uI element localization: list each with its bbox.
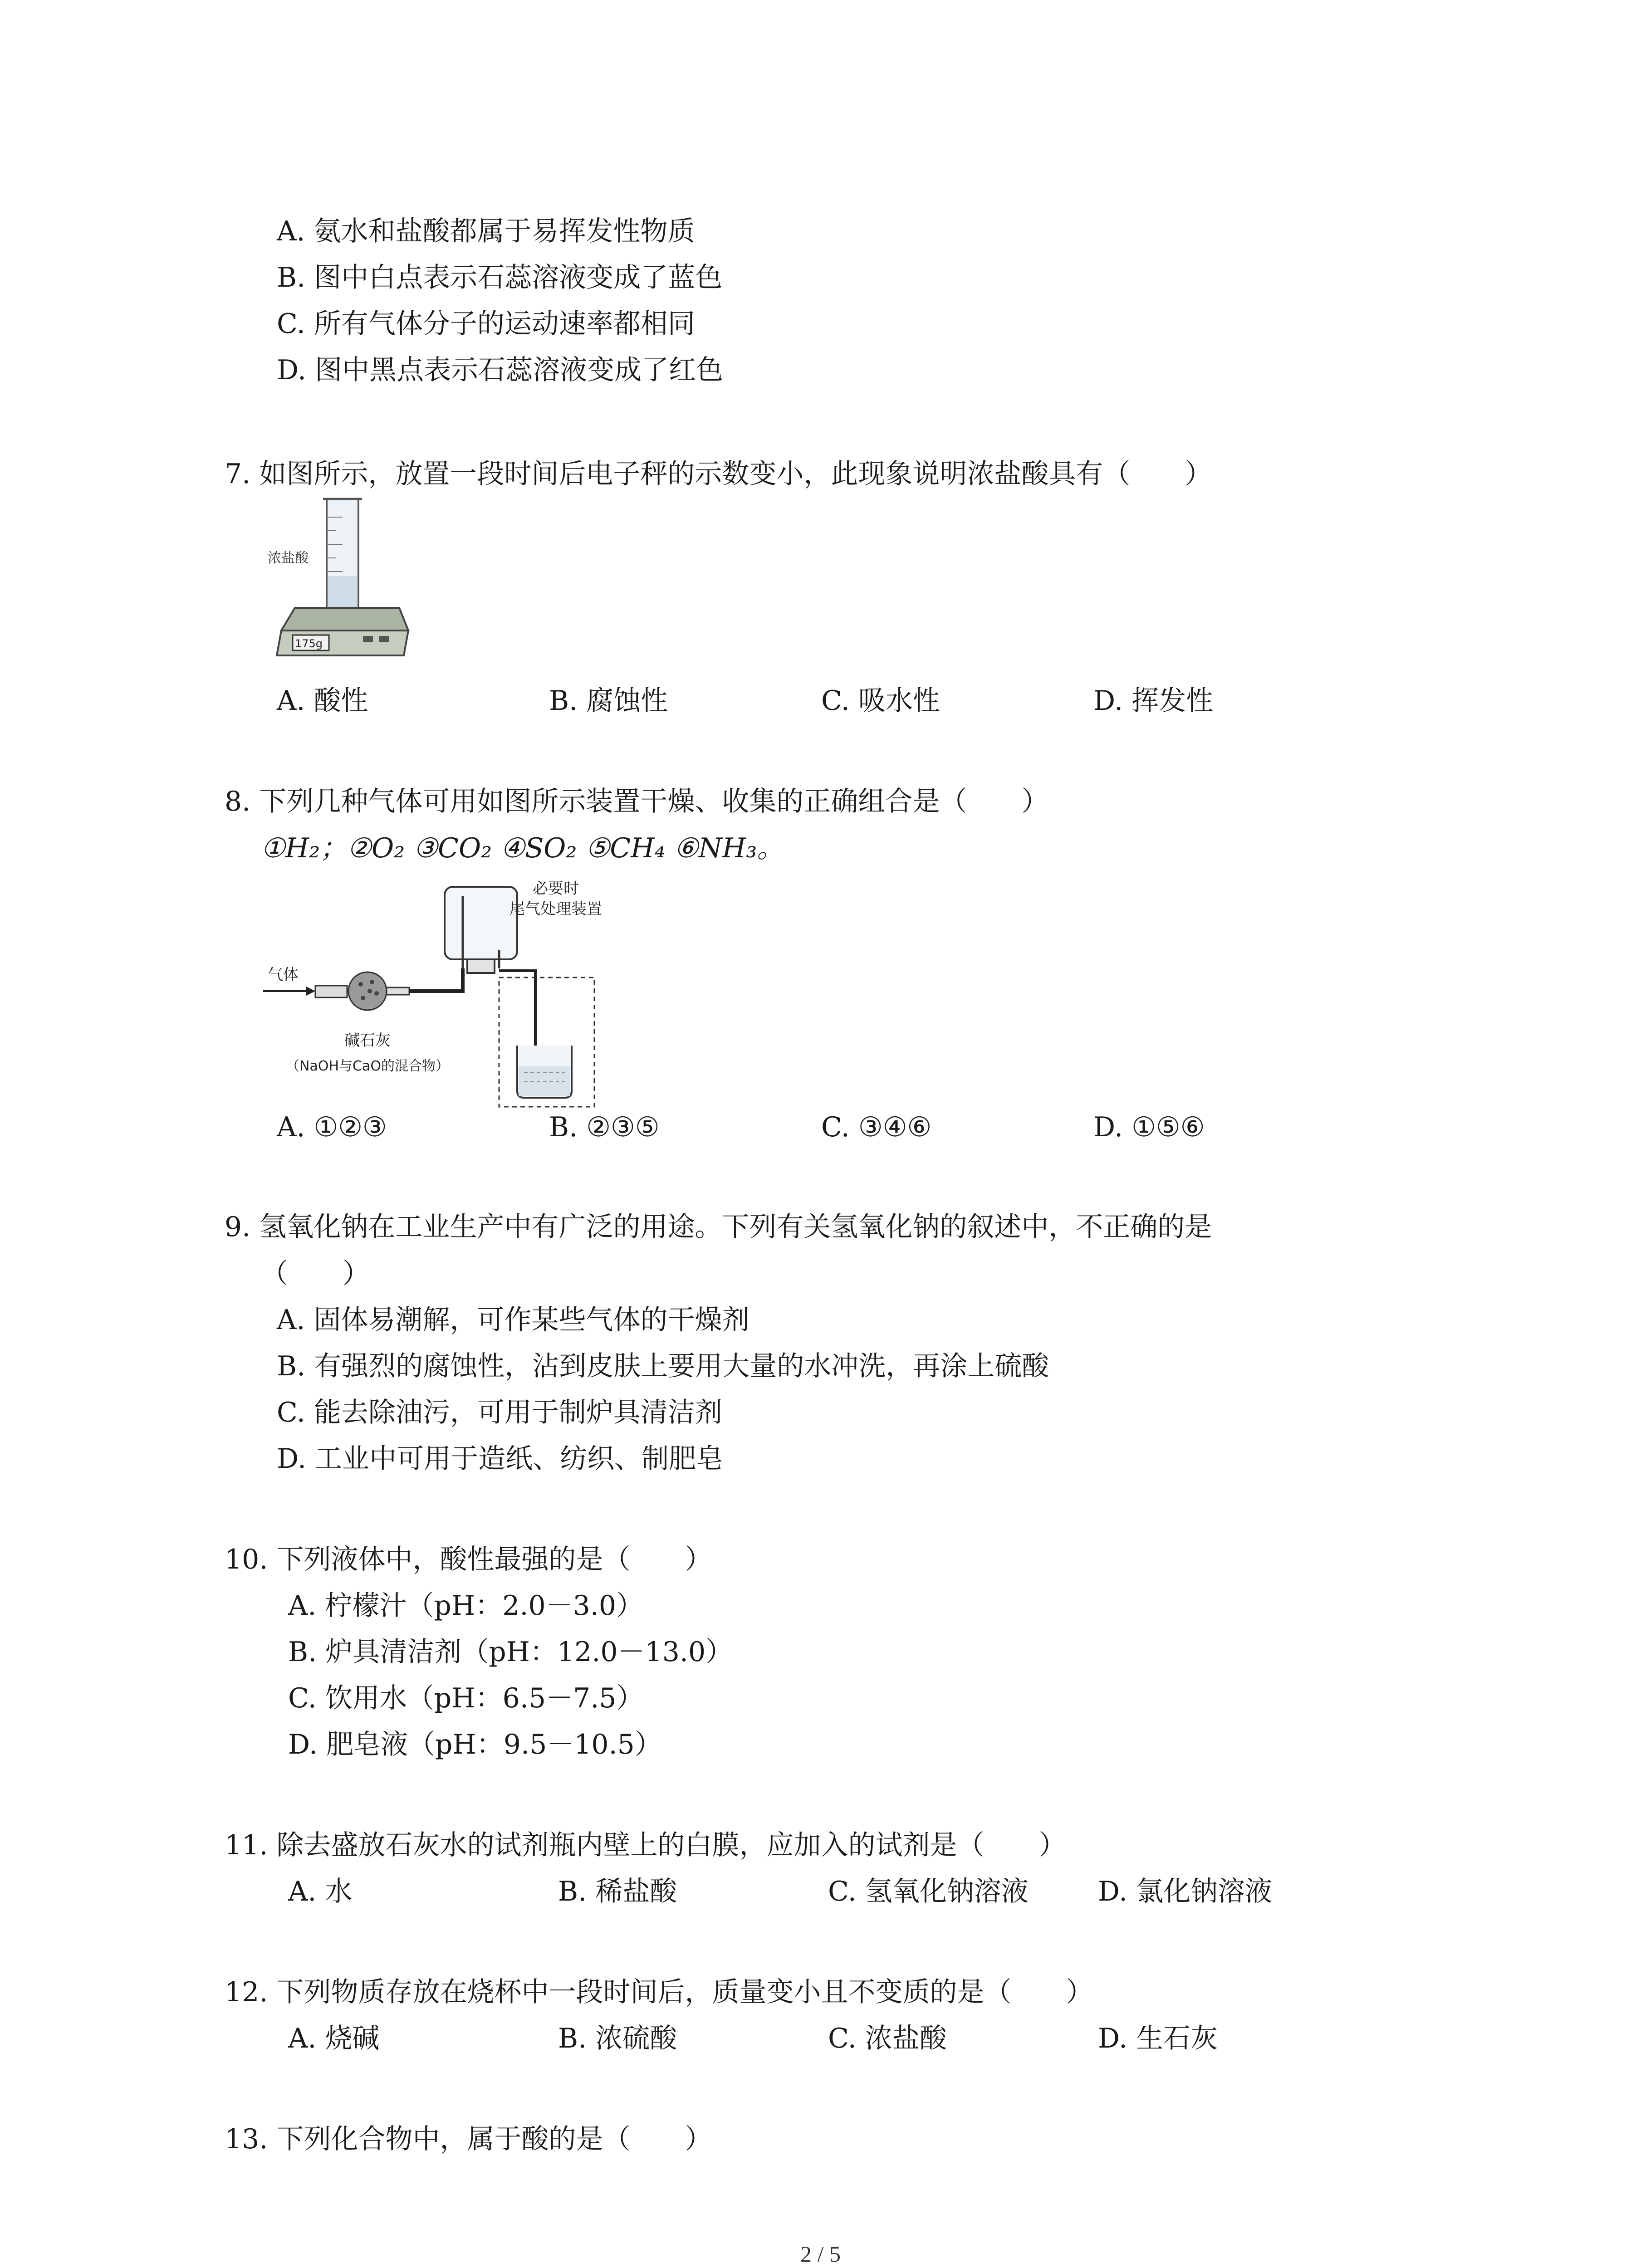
q9-stem: 9. 氢氧化钠在工业生产中有广泛的用途。下列有关氢氧化钠的叙述中，不正确的是 — [225, 1211, 1212, 1243]
q10-option-d: D. 肥皂液（pH：9.5－10.5） — [288, 1729, 662, 1760]
q8-absorbent-label: 碱石灰 — [344, 1031, 391, 1050]
q7-option-b: B. 腐蚀性 — [549, 685, 668, 717]
q6-option-c: C. 所有气体分子的运动速率都相同 — [277, 308, 695, 340]
q8-gases: ①H₂；②O₂ ③CO₂ ④SO₂ ⑤CH₄ ⑥NH₃。 — [261, 832, 784, 864]
q10-option-c: C. 饮用水（pH：6.5－7.5） — [288, 1682, 644, 1714]
q7-option-c: C. 吸水性 — [821, 685, 940, 717]
q6-option-b: B. 图中白点表示石蕊溶液变成了蓝色 — [277, 262, 723, 293]
q8-option-d: D. ①⑤⑥ — [1093, 1111, 1205, 1143]
q7-option-d: D. 挥发性 — [1093, 685, 1214, 717]
q9-option-a: A. 固体易潮解，可作某些气体的干燥剂 — [277, 1304, 749, 1336]
q6-option-a: A. 氨水和盐酸都属于易挥发性物质 — [277, 215, 695, 247]
q9-stem-cont: （ ） — [261, 1258, 370, 1290]
q7-scale-figure — [268, 494, 417, 662]
q12-option-a: A. 烧碱 — [288, 2023, 380, 2054]
q11-option-c: C. 氢氧化钠溶液 — [828, 1876, 1029, 1907]
q8-stem: 8. 下列几种气体可用如图所示装置干燥、收集的正确组合是（ ） — [225, 786, 1049, 817]
q8-tail-label-2: 尾气处理装置 — [509, 900, 602, 918]
q7-option-a: A. 酸性 — [277, 685, 368, 717]
q10-option-a: A. 柠檬汁（pH：2.0－3.0） — [288, 1590, 644, 1622]
q9-option-c: C. 能去除油污，可用于制炉具清洁剂 — [277, 1397, 722, 1428]
q8-option-b: B. ②③⑤ — [549, 1111, 660, 1143]
q8-gas-label: 气体 — [268, 966, 299, 984]
q12-option-c: C. 浓盐酸 — [828, 2023, 947, 2054]
q12-option-b: B. 浓硫酸 — [558, 2023, 677, 2054]
q10-stem: 10. 下列液体中，酸性最强的是（ ） — [225, 1544, 712, 1575]
page-number: 2 / 5 — [800, 2241, 841, 2267]
q11-option-b: B. 稀盐酸 — [558, 1876, 677, 1907]
q12-stem: 12. 下列物质存放在烧杯中一段时间后，质量变小且不变质的是（ ） — [225, 1976, 1093, 2008]
q8-option-c: C. ③④⑥ — [821, 1111, 932, 1143]
q11-stem: 11. 除去盛放石灰水的试剂瓶内壁上的白膜，应加入的试剂是（ ） — [225, 1829, 1066, 1861]
q8-option-a: A. ①②③ — [277, 1111, 387, 1143]
q8-absorbent-note: （NaOH与CaO的混合物） — [286, 1058, 449, 1074]
q7-stem: 7. 如图所示，放置一段时间后电子秤的示数变小，此现象说明浓盐酸具有（ ） — [225, 458, 1212, 490]
q8-apparatus-figure — [263, 878, 640, 1114]
q11-option-d: D. 氯化钠溶液 — [1098, 1876, 1273, 1907]
q9-option-d: D. 工业中可用于造纸、纺织、制肥皂 — [277, 1443, 724, 1475]
q6-option-d: D. 图中黑点表示石蕊溶液变成了红色 — [277, 354, 724, 386]
q7-scale-display: 175g — [295, 637, 323, 650]
q11-option-a: A. 水 — [288, 1876, 353, 1907]
q8-tail-label-1: 必要时 — [533, 880, 579, 898]
q9-option-b: B. 有强烈的腐蚀性，沾到皮肤上要用大量的水冲洗，再涂上硫酸 — [277, 1350, 1049, 1382]
q10-option-b: B. 炉具清洁剂（pH：12.0－13.0） — [288, 1636, 733, 1668]
q12-option-d: D. 生石灰 — [1098, 2023, 1218, 2054]
q13-stem: 13. 下列化合物中，属于酸的是（ ） — [225, 2123, 712, 2155]
q7-figure-label: 浓盐酸 — [268, 550, 309, 566]
